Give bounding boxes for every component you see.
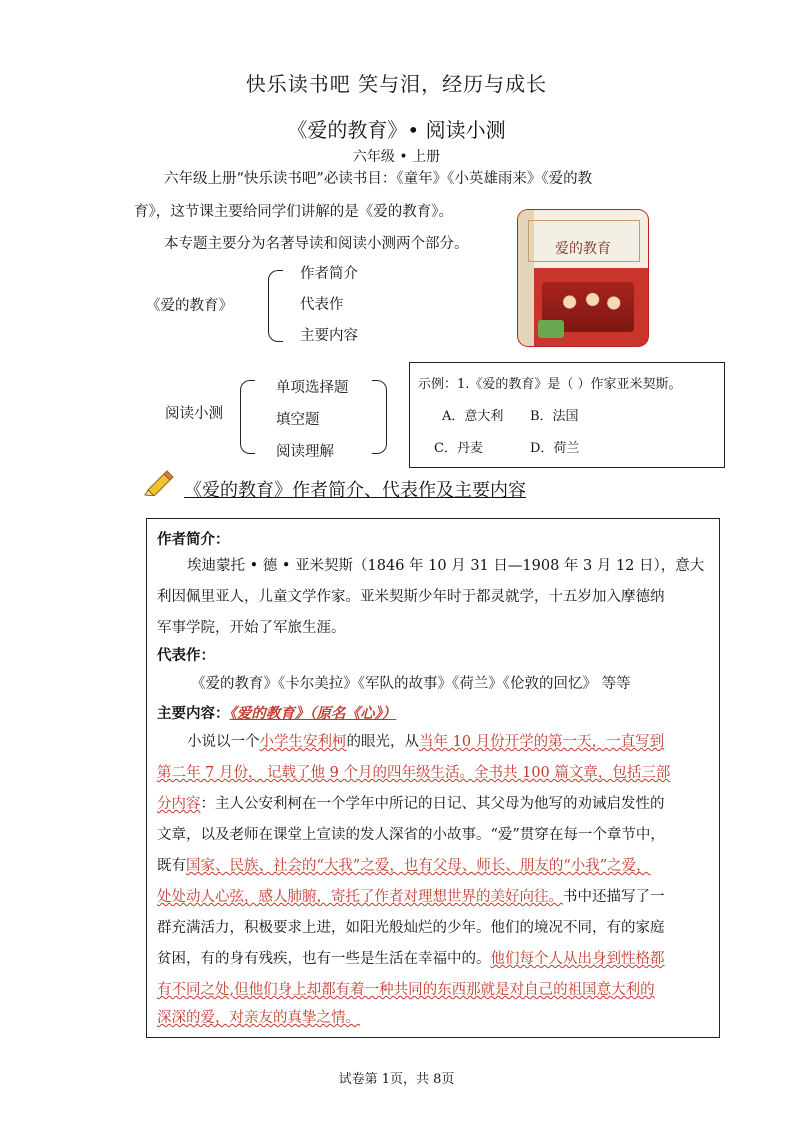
outline1-item: 主要内容 <box>300 328 358 344</box>
content-heading: 主要内容： <box>157 705 230 722</box>
content-line <box>187 731 664 753</box>
content-line: 群充满活力，积极要求上进，如阳光般灿烂的少年。他们的境况不同，有的家庭 <box>157 920 665 936</box>
content-line: 第二年 7 月份， 记载了他 9 个月的四年级生活。全书共 100 篇文章，包括三部 <box>157 765 671 781</box>
highlight-span: 国家、民族、社会的“大我”之爱，也有父母、师长、朋友的“小我”之爱， <box>186 858 651 874</box>
author-line: 利因佩里亚人，儿童文学作家。亚米契斯少年时于都灵就学，十五岁加入摩德纳 <box>157 589 665 605</box>
highlight-span: 他们每个人从出身到性格都 <box>490 951 665 967</box>
highlight-span: 小学生安利柯 <box>259 734 347 750</box>
outline1-root: 《爱的教育》 <box>146 298 233 314</box>
outline1-brace <box>268 270 283 342</box>
outline2-brace-left <box>240 380 255 454</box>
outline2-item: 阅读理解 <box>276 444 334 460</box>
intro-line-3: 本专题主要分为名著导读和阅读小测两个部分。 <box>164 236 469 252</box>
author-line: 埃迪蒙托 • 德 • 亚米契斯（1846 年 10 月 31 日—1908 年 3 月 12 日），意大 <box>187 558 705 574</box>
content-line <box>157 855 651 877</box>
text-span: 小说以一个 <box>187 734 260 750</box>
content-heading-row <box>157 703 396 725</box>
content-line: 深深的爱，对亲友的真挚之情。 <box>157 1010 360 1026</box>
content-line: 有不同之处,但他们身上却都有着一种共同的东西那就是对自己的祖国意大利的 <box>157 982 655 998</box>
author-line: 军事学院，开始了军旅生涯。 <box>157 620 346 636</box>
text-span: 贫困，有的身有残疾，也有一些是生活在幸福中的。 <box>157 951 491 967</box>
content-box <box>146 518 720 1038</box>
page-subtitle: 《爱的教育》• 阅读小测 <box>287 118 506 142</box>
example-box <box>409 362 725 468</box>
page-title: 快乐读书吧 笑与泪，经历与成长 <box>245 72 548 96</box>
cover-title: 爱的教育 <box>555 241 611 257</box>
option-b: B．法国 <box>530 409 579 424</box>
outline2-item: 填空题 <box>276 412 320 428</box>
book-cover-image <box>518 210 648 346</box>
cover-badge <box>538 320 564 338</box>
example-question: 示例：1.《爱的教育》是（ ）作家亚米契斯。 <box>418 377 682 392</box>
text-span: 书中还描写了一 <box>563 889 665 905</box>
option-d: D．荷兰 <box>530 441 580 456</box>
intro-line-1: 六年级上册“快乐读书吧”必读书目：《童年》《小英雄雨来》《爱的教 <box>164 171 593 187</box>
intro-line-2: 育》，这节课主要给同学们讲解的是《爱的教育》。 <box>134 204 453 220</box>
text-span: 既有 <box>157 858 186 874</box>
content-heading-title: 《爱的教育》（原名《心》） <box>229 705 397 722</box>
highlight-span: 处处动人心弦，感人肺腑，寄托了作者对理想世界的美好向往。 <box>157 889 563 905</box>
highlight-span: 分内容 <box>157 796 201 812</box>
highlight-span: 当年 10 月份开学的第一天，一直写到 <box>419 734 665 750</box>
section-title: 《爱的教育》作者简介、代表作及主要内容 <box>184 480 526 501</box>
author-heading: 作者简介： <box>157 531 230 548</box>
content-line <box>157 793 665 815</box>
grade-label: 六年级 • 上册 <box>352 149 441 165</box>
content-line <box>157 948 665 970</box>
outline2-brace-right <box>372 380 387 454</box>
outline1-item: 代表作 <box>300 297 344 313</box>
page-footer: 试卷第 1页，共 8页 <box>338 1072 455 1087</box>
text-span: 的眼光，从 <box>346 734 419 750</box>
works-list: 《爱的教育》《卡尔美拉》《军队的故事》《荷兰》《伦敦的回忆》 等等 <box>191 676 631 692</box>
content-line <box>157 886 665 908</box>
outline2-item: 单项选择题 <box>276 380 349 396</box>
outline1-item: 作者简介 <box>300 266 358 282</box>
text-span: ：主人公安利柯在一个学年中所记的日记、其父母为他写的劝诫启发性的 <box>200 796 665 812</box>
pencil-icon <box>144 470 174 496</box>
option-a: A．意大利 <box>442 409 504 424</box>
outline2-root: 阅读小测 <box>165 406 223 422</box>
works-heading: 代表作： <box>157 647 215 664</box>
content-line: 文章，以及老师在课堂上宣读的发人深省的小故事。“爱”贯穿在每一个章节中， <box>157 827 665 843</box>
option-c: C．丹麦 <box>434 441 483 456</box>
